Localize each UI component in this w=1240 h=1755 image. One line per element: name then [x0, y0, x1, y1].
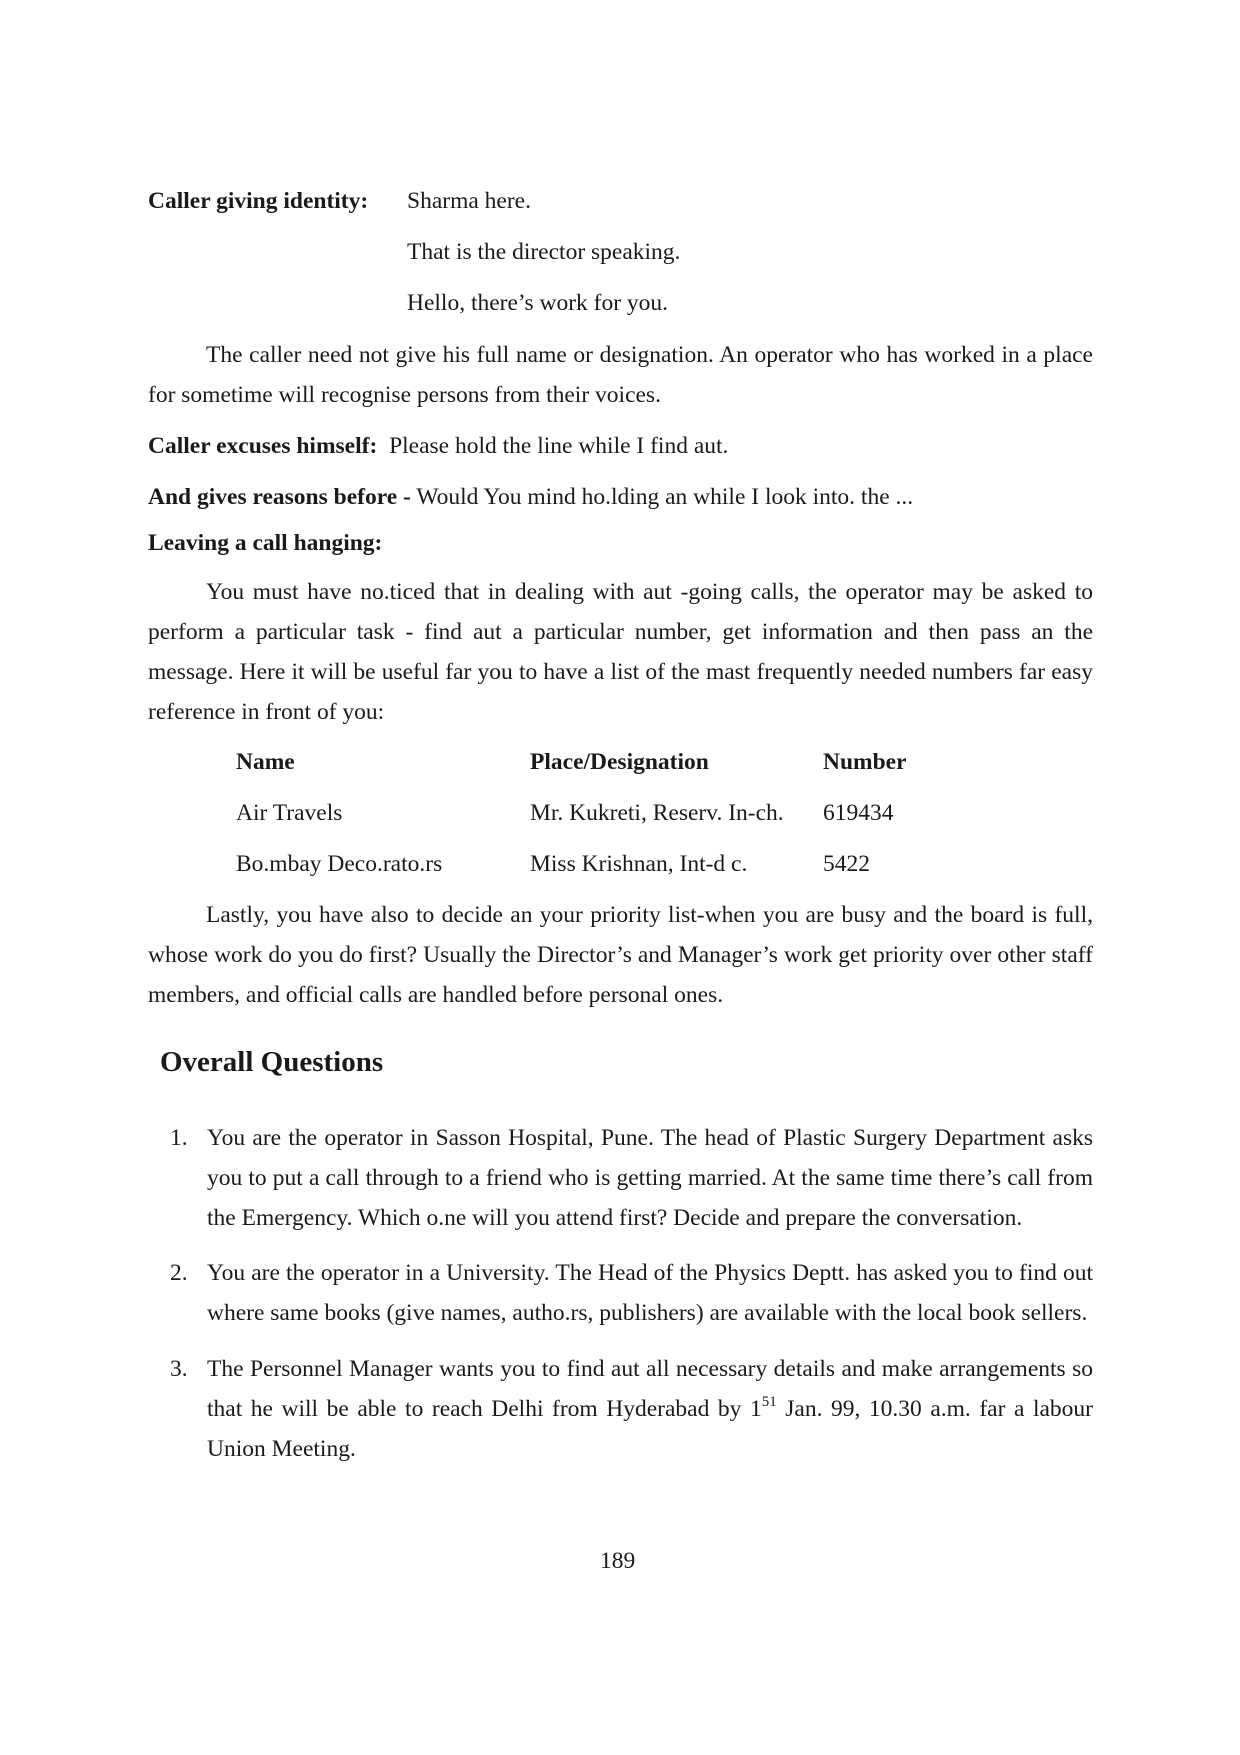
- question-text: The Personnel Manager wants you to find aut all necessary details and make arrangements so that he will be able to reach Delhi from Hyderabad by $1^{51}$ Jan. 99, 10.30 a.m. far a labour Union Meeting.: [207, 1356, 1093, 1462]
- table-cell: 619434: [823, 800, 894, 826]
- table-cell: Bo.mbay Deco.rato.rs: [236, 851, 443, 877]
- table-cell: 5422: [823, 851, 870, 877]
- table-cell: Air Travels: [236, 800, 343, 826]
- section-title: Overall Questions: [160, 1046, 384, 1078]
- question-number: 2.: [170, 1260, 188, 1286]
- paragraph-voices: The caller need not give his full name or designation. An operator who has worked in a place for sometime will recognise persons from their voices.: [148, 342, 1093, 408]
- caller-excuses-text: Please hold the line while I find aut.: [389, 433, 729, 459]
- ordinal-superscript: 51: [761, 1394, 777, 1410]
- question-text: You are the operator in a University. The Head of the Physics Deptt. has asked you to find out where same books (give names, autho.rs, publishers) are available with the local book sellers.: [207, 1260, 1093, 1326]
- paragraph-out-going-calls: You must have no.ticed that in dealing with aut -going calls, the operator may be asked to perform a particular task - find aut a particular number, get information and then pass an the message. Here it will be useful far you to have a list of the mast frequently needed numbers far easy reference in front of you:: [148, 579, 1093, 725]
- caller-excuses-row: [148, 435, 728, 459]
- table-cell: Miss Krishnan, Int-d c.: [530, 851, 748, 877]
- question-text: You are the operator in Sasson Hospital, Pune. The head of Plastic Surgery Department asks you to put a call through to a friend who is getting married. At the same time there’s call from the Emergency. Which o.ne will you attend first? Decide and prepare the conversation.: [207, 1125, 1093, 1231]
- question-number: 1.: [170, 1125, 188, 1151]
- gives-reasons-row: [148, 486, 913, 510]
- caller-identity-line-1: Sharma here.: [407, 188, 531, 214]
- table-header-place: Place/Designation: [530, 749, 709, 775]
- table-cell: Mr. Kukreti, Reserv. In-ch.: [530, 800, 784, 826]
- gives-reasons-label: And gives reasons before -: [148, 484, 411, 510]
- caller-excuses-label: Caller excuses himself:: [148, 433, 378, 459]
- caller-identity-label: Caller giving identity:: [148, 188, 369, 214]
- table-header-name: Name: [236, 749, 295, 775]
- question-number: 3.: [170, 1356, 188, 1382]
- caller-identity-line-3: Hello, there’s work for you.: [407, 290, 669, 316]
- table-header-number: Number: [823, 749, 907, 775]
- page-number: 189: [600, 1548, 636, 1574]
- leaving-call-heading: Leaving a call hanging:: [148, 530, 383, 556]
- caller-identity-line-2: That is the director speaking.: [407, 239, 681, 265]
- document-page: [148, 0, 1093, 1755]
- paragraph-priority-list: Lastly, you have also to decide an your priority list-when you are busy and the board is full, whose work do you do first? Usually the Director’s and Manager’s work get priority over other staff members, and official calls are handled before personal ones.: [148, 902, 1093, 1008]
- gives-reasons-text: Would You mind ho.lding an while I look into. the ...: [416, 484, 914, 510]
